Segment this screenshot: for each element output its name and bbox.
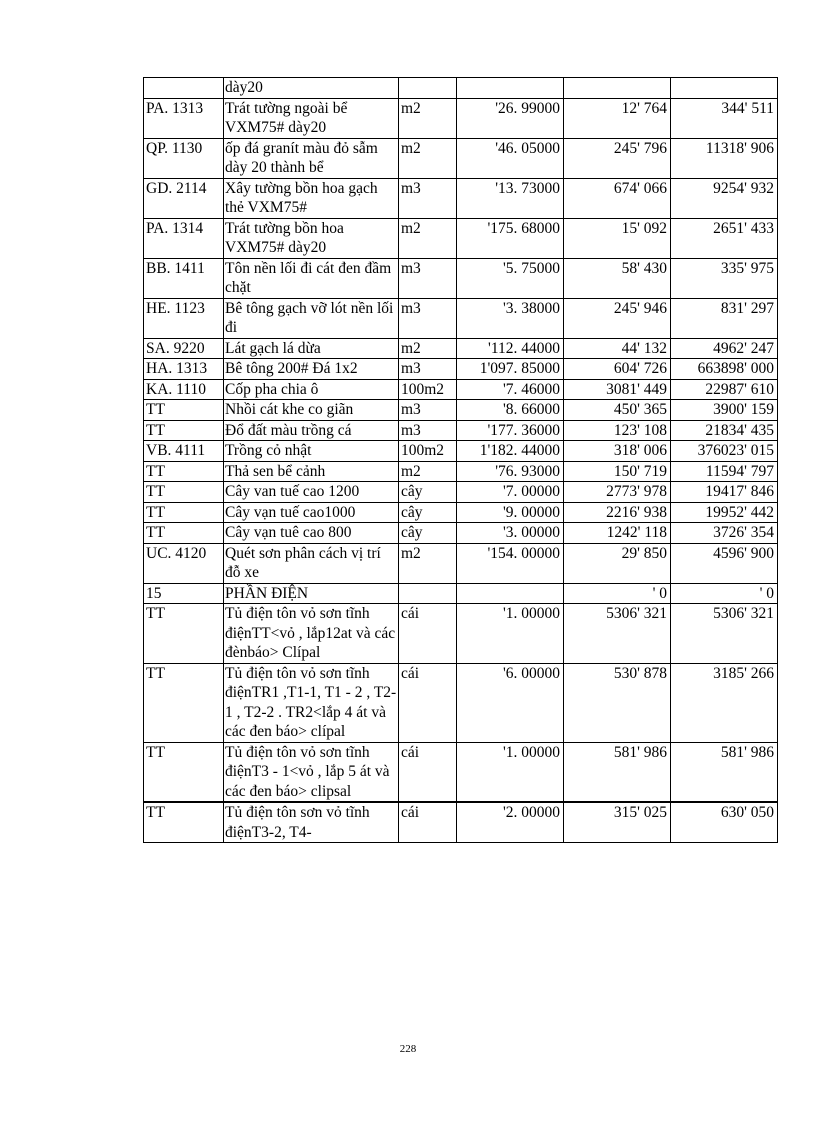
item-code-cell: 15 xyxy=(144,583,224,604)
unit-cell: m3 xyxy=(399,420,457,441)
quantity-cell xyxy=(457,78,564,99)
description-cell: Quét sơn phân cách vị trí đỗ xe xyxy=(224,543,399,583)
total-amount-cell: ' 0 xyxy=(671,583,778,604)
table-row xyxy=(144,604,778,664)
item-code-cell: SA. 9220 xyxy=(144,338,224,359)
cost-table-body xyxy=(144,78,778,843)
unit-price-cell: 315' 025 xyxy=(564,802,671,843)
unit-price-cell: 530' 878 xyxy=(564,663,671,742)
table-row xyxy=(144,258,778,298)
table-row xyxy=(144,178,778,218)
unit-cell: m3 xyxy=(399,178,457,218)
total-amount-cell: 663898' 000 xyxy=(671,359,778,380)
item-code-cell: VB. 4111 xyxy=(144,441,224,462)
unit-price-cell: 44' 132 xyxy=(564,338,671,359)
cost-table xyxy=(143,77,778,843)
quantity-cell: '26. 99000 xyxy=(457,98,564,138)
total-amount-cell: 9254' 932 xyxy=(671,178,778,218)
item-code-cell: PA. 1313 xyxy=(144,98,224,138)
quantity-cell: '7. 00000 xyxy=(457,482,564,503)
quantity-cell: '3. 00000 xyxy=(457,523,564,544)
total-amount-cell: 3900' 159 xyxy=(671,400,778,421)
quantity-cell: '175. 68000 xyxy=(457,218,564,258)
description-cell: Tủ điện tôn vỏ sơn tĩnh điệnTT<vỏ , lắp12at và các đènbáo> Clípal xyxy=(224,604,399,664)
description-cell: Cây vạn tuê cao 800 xyxy=(224,523,399,544)
table-row xyxy=(144,663,778,742)
item-code-cell: TT xyxy=(144,420,224,441)
table-row xyxy=(144,461,778,482)
table-row xyxy=(144,218,778,258)
item-code-cell xyxy=(144,78,224,99)
description-cell: PHẦN ĐIỆN xyxy=(224,583,399,604)
unit-cell: m3 xyxy=(399,400,457,421)
description-cell: Cây vạn tuế cao1000 xyxy=(224,502,399,523)
table-row xyxy=(144,482,778,503)
quantity-cell: 1'097. 85000 xyxy=(457,359,564,380)
description-cell: Bê tông gạch vỡ lót nền lối đi xyxy=(224,298,399,338)
item-code-cell: TT xyxy=(144,482,224,503)
unit-price-cell: 58' 430 xyxy=(564,258,671,298)
total-amount-cell: 19952' 442 xyxy=(671,502,778,523)
total-amount-cell: 5306' 321 xyxy=(671,604,778,664)
item-code-cell: TT xyxy=(144,742,224,802)
table-row xyxy=(144,523,778,544)
quantity-cell: '5. 75000 xyxy=(457,258,564,298)
total-amount-cell: 376023' 015 xyxy=(671,441,778,462)
quantity-cell: '3. 38000 xyxy=(457,298,564,338)
unit-price-cell: 581' 986 xyxy=(564,742,671,802)
unit-price-cell: 604' 726 xyxy=(564,359,671,380)
item-code-cell: TT xyxy=(144,400,224,421)
total-amount-cell: 4596' 900 xyxy=(671,543,778,583)
unit-price-cell: 123' 108 xyxy=(564,420,671,441)
unit-price-cell: 150' 719 xyxy=(564,461,671,482)
unit-cell: cái xyxy=(399,802,457,843)
total-amount-cell: 4962' 247 xyxy=(671,338,778,359)
table-row xyxy=(144,78,778,99)
total-amount-cell: 2651' 433 xyxy=(671,218,778,258)
quantity-cell: 1'182. 44000 xyxy=(457,441,564,462)
quantity-cell: '46. 05000 xyxy=(457,138,564,178)
quantity-cell: '2. 00000 xyxy=(457,802,564,843)
description-cell: dày20 xyxy=(224,78,399,99)
quantity-cell: '6. 00000 xyxy=(457,663,564,742)
item-code-cell: PA. 1314 xyxy=(144,218,224,258)
quantity-cell: '177. 36000 xyxy=(457,420,564,441)
item-code-cell: TT xyxy=(144,663,224,742)
unit-cell: m2 xyxy=(399,98,457,138)
quantity-cell: '112. 44000 xyxy=(457,338,564,359)
unit-price-cell: 5306' 321 xyxy=(564,604,671,664)
item-code-cell: TT xyxy=(144,461,224,482)
table-row xyxy=(144,338,778,359)
total-amount-cell: 11318' 906 xyxy=(671,138,778,178)
table-row xyxy=(144,742,778,802)
total-amount-cell: 19417' 846 xyxy=(671,482,778,503)
unit-price-cell: 1242' 118 xyxy=(564,523,671,544)
item-code-cell: KA. 1110 xyxy=(144,379,224,400)
unit-cell: 100m2 xyxy=(399,379,457,400)
page-number: 228 xyxy=(399,1043,417,1055)
unit-price-cell: 2773' 978 xyxy=(564,482,671,503)
description-cell: Bê tông 200# Đá 1x2 xyxy=(224,359,399,380)
unit-cell: cây xyxy=(399,502,457,523)
unit-cell: m2 xyxy=(399,218,457,258)
quantity-cell: '1. 00000 xyxy=(457,742,564,802)
table-row xyxy=(144,543,778,583)
total-amount-cell: 21834' 435 xyxy=(671,420,778,441)
table-row xyxy=(144,502,778,523)
description-cell: Xây tường bồn hoa gạch thẻ VXM75# xyxy=(224,178,399,218)
quantity-cell: '154. 00000 xyxy=(457,543,564,583)
unit-price-cell: 245' 946 xyxy=(564,298,671,338)
total-amount-cell: 3726' 354 xyxy=(671,523,778,544)
unit-price-cell: 3081' 449 xyxy=(564,379,671,400)
unit-cell: cái xyxy=(399,742,457,802)
item-code-cell: TT xyxy=(144,502,224,523)
unit-cell: cây xyxy=(399,482,457,503)
description-cell: Thả sen bể cảnh xyxy=(224,461,399,482)
table-row xyxy=(144,583,778,604)
description-cell: Tôn nền lối đi cát đen đầm chặt xyxy=(224,258,399,298)
total-amount-cell: 11594' 797 xyxy=(671,461,778,482)
table-row xyxy=(144,420,778,441)
description-cell: Tủ điện tôn sơn vỏ tĩnh điệnT3-2, T4- xyxy=(224,802,399,843)
unit-price-cell: 450' 365 xyxy=(564,400,671,421)
quantity-cell: '7. 46000 xyxy=(457,379,564,400)
unit-price-cell: 318' 006 xyxy=(564,441,671,462)
quantity-cell xyxy=(457,583,564,604)
table-row xyxy=(144,138,778,178)
quantity-cell: '1. 00000 xyxy=(457,604,564,664)
description-cell: Trát tường ngoài bể VXM75# dày20 xyxy=(224,98,399,138)
quantity-cell: '9. 00000 xyxy=(457,502,564,523)
table-row xyxy=(144,359,778,380)
item-code-cell: BB. 1411 xyxy=(144,258,224,298)
unit-price-cell xyxy=(564,78,671,99)
table-row xyxy=(144,441,778,462)
total-amount-cell: 831' 297 xyxy=(671,298,778,338)
item-code-cell: GD. 2114 xyxy=(144,178,224,218)
quantity-cell: '13. 73000 xyxy=(457,178,564,218)
table-row xyxy=(144,298,778,338)
unit-cell: m2 xyxy=(399,543,457,583)
table-row xyxy=(144,379,778,400)
unit-cell: m3 xyxy=(399,359,457,380)
unit-cell xyxy=(399,78,457,99)
unit-price-cell: ' 0 xyxy=(564,583,671,604)
table-row xyxy=(144,802,778,843)
item-code-cell: TT xyxy=(144,604,224,664)
description-cell: Tủ điện tôn vỏ sơn tĩnh điệnT3 - 1<vỏ , lắp 5 át và các đen báo> clipsal xyxy=(224,742,399,802)
description-cell: ốp đá granít màu đỏ sẫm dày 20 thành bể xyxy=(224,138,399,178)
unit-price-cell: 2216' 938 xyxy=(564,502,671,523)
unit-cell: m2 xyxy=(399,138,457,178)
total-amount-cell: 344' 511 xyxy=(671,98,778,138)
description-cell: Cây van tuế cao 1200 xyxy=(224,482,399,503)
description-cell: Trồng cỏ nhật xyxy=(224,441,399,462)
item-code-cell: QP. 1130 xyxy=(144,138,224,178)
unit-price-cell: 245' 796 xyxy=(564,138,671,178)
description-cell: Đổ đất màu trồng cá xyxy=(224,420,399,441)
unit-cell: m3 xyxy=(399,298,457,338)
table-row xyxy=(144,400,778,421)
unit-cell: cây xyxy=(399,523,457,544)
description-cell: Trát tường bồn hoa VXM75# dày20 xyxy=(224,218,399,258)
total-amount-cell: 630' 050 xyxy=(671,802,778,843)
unit-cell: 100m2 xyxy=(399,441,457,462)
item-code-cell: UC. 4120 xyxy=(144,543,224,583)
unit-cell: m2 xyxy=(399,338,457,359)
unit-cell: m2 xyxy=(399,461,457,482)
unit-cell: cái xyxy=(399,663,457,742)
table-row xyxy=(144,98,778,138)
total-amount-cell: 335' 975 xyxy=(671,258,778,298)
description-cell: Lát gạch lá dừa xyxy=(224,338,399,359)
item-code-cell: TT xyxy=(144,802,224,843)
unit-price-cell: 29' 850 xyxy=(564,543,671,583)
unit-price-cell: 15' 092 xyxy=(564,218,671,258)
item-code-cell: TT xyxy=(144,523,224,544)
unit-price-cell: 674' 066 xyxy=(564,178,671,218)
quantity-cell: '76. 93000 xyxy=(457,461,564,482)
total-amount-cell xyxy=(671,78,778,99)
item-code-cell: HE. 1123 xyxy=(144,298,224,338)
description-cell: Tủ điện tôn vỏ sơn tĩnh điệnTR1 ,T1-1, T1 - 2 , T2-1 , T2-2 . TR2<lắp 4 át và các đen báo> clípal xyxy=(224,663,399,742)
item-code-cell: HA. 1313 xyxy=(144,359,224,380)
total-amount-cell: 581' 986 xyxy=(671,742,778,802)
unit-cell xyxy=(399,583,457,604)
quantity-cell: '8. 66000 xyxy=(457,400,564,421)
unit-cell: cái xyxy=(399,604,457,664)
total-amount-cell: 22987' 610 xyxy=(671,379,778,400)
description-cell: Cốp pha chia ô xyxy=(224,379,399,400)
total-amount-cell: 3185' 266 xyxy=(671,663,778,742)
unit-cell: m3 xyxy=(399,258,457,298)
description-cell: Nhồi cát khe co giãn xyxy=(224,400,399,421)
unit-price-cell: 12' 764 xyxy=(564,98,671,138)
